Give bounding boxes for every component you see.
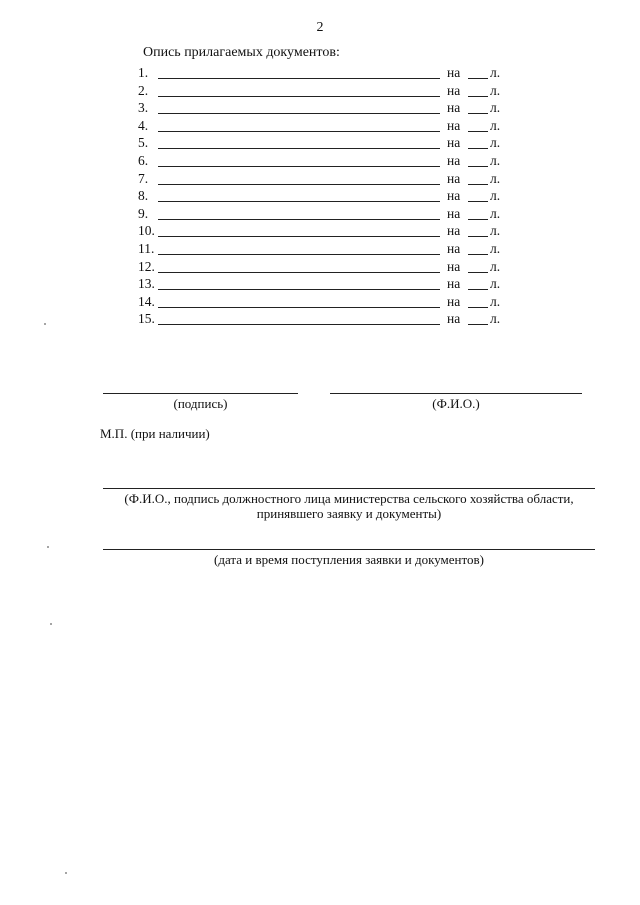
document-name-line	[158, 166, 440, 167]
scan-speck	[44, 323, 46, 325]
item-sheets-label: л.	[490, 258, 501, 274]
document-name-line	[158, 219, 440, 220]
document-name-line	[158, 78, 440, 79]
list-item	[138, 258, 518, 276]
item-sheets-label: л.	[490, 276, 501, 292]
list-item	[138, 240, 518, 258]
item-number: 7.	[138, 170, 149, 186]
item-number: 3.	[138, 100, 149, 116]
item-na-label: на	[447, 100, 461, 116]
list-item	[138, 99, 518, 117]
full-name-caption: (Ф.И.О.)	[432, 396, 480, 411]
received-date-line	[103, 549, 595, 550]
document-name-line	[158, 184, 440, 185]
item-sheets-label: л.	[490, 240, 501, 256]
stamp-note: М.П. (при наличии)	[100, 426, 210, 441]
official-caption-line1: (Ф.И.О., подпись должностного лица министерства сельского хозяйства области,	[124, 491, 574, 506]
document-name-line	[158, 131, 440, 132]
item-sheets-label: л.	[490, 100, 501, 116]
list-item	[138, 222, 518, 240]
sheet-count-line	[468, 131, 488, 132]
list-item	[138, 275, 518, 293]
item-na-label: на	[447, 152, 461, 168]
scan-speck	[50, 623, 52, 625]
list-item	[138, 310, 518, 328]
document-name-line	[158, 324, 440, 325]
item-number: 8.	[138, 188, 149, 204]
item-sheets-label: л.	[490, 188, 501, 204]
document-name-line	[158, 113, 440, 114]
document-name-line	[158, 289, 440, 290]
item-na-label: на	[447, 258, 461, 274]
sheet-count-line	[468, 324, 488, 325]
document-name-line	[158, 307, 440, 308]
document-list	[138, 64, 518, 328]
item-number: 13.	[138, 276, 155, 292]
item-na-label: на	[447, 135, 461, 151]
item-number: 14.	[138, 293, 155, 309]
item-sheets-label: л.	[490, 170, 501, 186]
item-number: 5.	[138, 135, 149, 151]
item-na-label: на	[447, 188, 461, 204]
list-item	[138, 293, 518, 311]
item-na-label: на	[447, 276, 461, 292]
official-caption-line2: принявшего заявку и документы)	[256, 506, 442, 521]
item-number: 6.	[138, 152, 149, 168]
sheet-count-line	[468, 289, 488, 290]
item-na-label: на	[447, 205, 461, 221]
item-number: 15.	[138, 311, 155, 327]
sheet-count-line	[468, 148, 488, 149]
item-number: 2.	[138, 82, 149, 98]
document-name-line	[158, 148, 440, 149]
list-item	[138, 205, 518, 223]
item-na-label: на	[447, 293, 461, 309]
list-item	[138, 170, 518, 188]
list-item	[138, 152, 518, 170]
item-number: 1.	[138, 65, 149, 80]
list-item	[138, 187, 518, 205]
list-item	[138, 64, 518, 82]
sheet-count-line	[468, 78, 488, 79]
sheet-count-line	[468, 236, 488, 237]
sheet-count-line	[468, 272, 488, 273]
item-sheets-label: л.	[490, 65, 501, 80]
item-na-label: на	[447, 65, 461, 80]
item-sheets-label: л.	[490, 293, 501, 309]
item-number: 9.	[138, 205, 149, 221]
item-number: 12.	[138, 258, 155, 274]
received-date-caption: (дата и время поступления заявки и документов)	[214, 552, 484, 567]
official-signature-line	[103, 488, 595, 489]
item-sheets-label: л.	[490, 82, 501, 98]
item-na-label: на	[447, 223, 461, 239]
item-number: 4.	[138, 117, 149, 133]
scan-speck	[65, 872, 67, 874]
sheet-count-line	[468, 184, 488, 185]
item-na-label: на	[447, 311, 461, 327]
item-sheets-label: л.	[490, 117, 501, 133]
sheet-count-line	[468, 166, 488, 167]
full-name-line	[330, 393, 582, 394]
document-list-title: Опись прилагаемых документов:	[143, 45, 340, 60]
document-name-line	[158, 272, 440, 273]
item-sheets-label: л.	[490, 152, 501, 168]
item-sheets-label: л.	[490, 205, 501, 221]
sheet-count-line	[468, 96, 488, 97]
item-sheets-label: л.	[490, 223, 501, 239]
sheet-count-line	[468, 307, 488, 308]
scan-speck	[47, 546, 49, 548]
signature-caption: (подпись)	[173, 396, 228, 411]
item-sheets-label: л.	[490, 135, 501, 151]
list-item	[138, 134, 518, 152]
list-item	[138, 82, 518, 100]
document-name-line	[158, 254, 440, 255]
sheet-count-line	[468, 219, 488, 220]
item-number: 10.	[138, 223, 155, 239]
sheet-count-line	[468, 113, 488, 114]
item-na-label: на	[447, 82, 461, 98]
item-number: 11.	[138, 240, 155, 256]
list-item	[138, 117, 518, 135]
document-name-line	[158, 201, 440, 202]
item-na-label: на	[447, 240, 461, 256]
sheet-count-line	[468, 254, 488, 255]
document-name-line	[158, 96, 440, 97]
sheet-count-line	[468, 201, 488, 202]
item-na-label: на	[447, 117, 461, 133]
page-number: 2	[316, 20, 324, 35]
item-na-label: на	[447, 170, 461, 186]
signature-line	[103, 393, 298, 394]
item-sheets-label: л.	[490, 311, 501, 327]
document-name-line	[158, 236, 440, 237]
